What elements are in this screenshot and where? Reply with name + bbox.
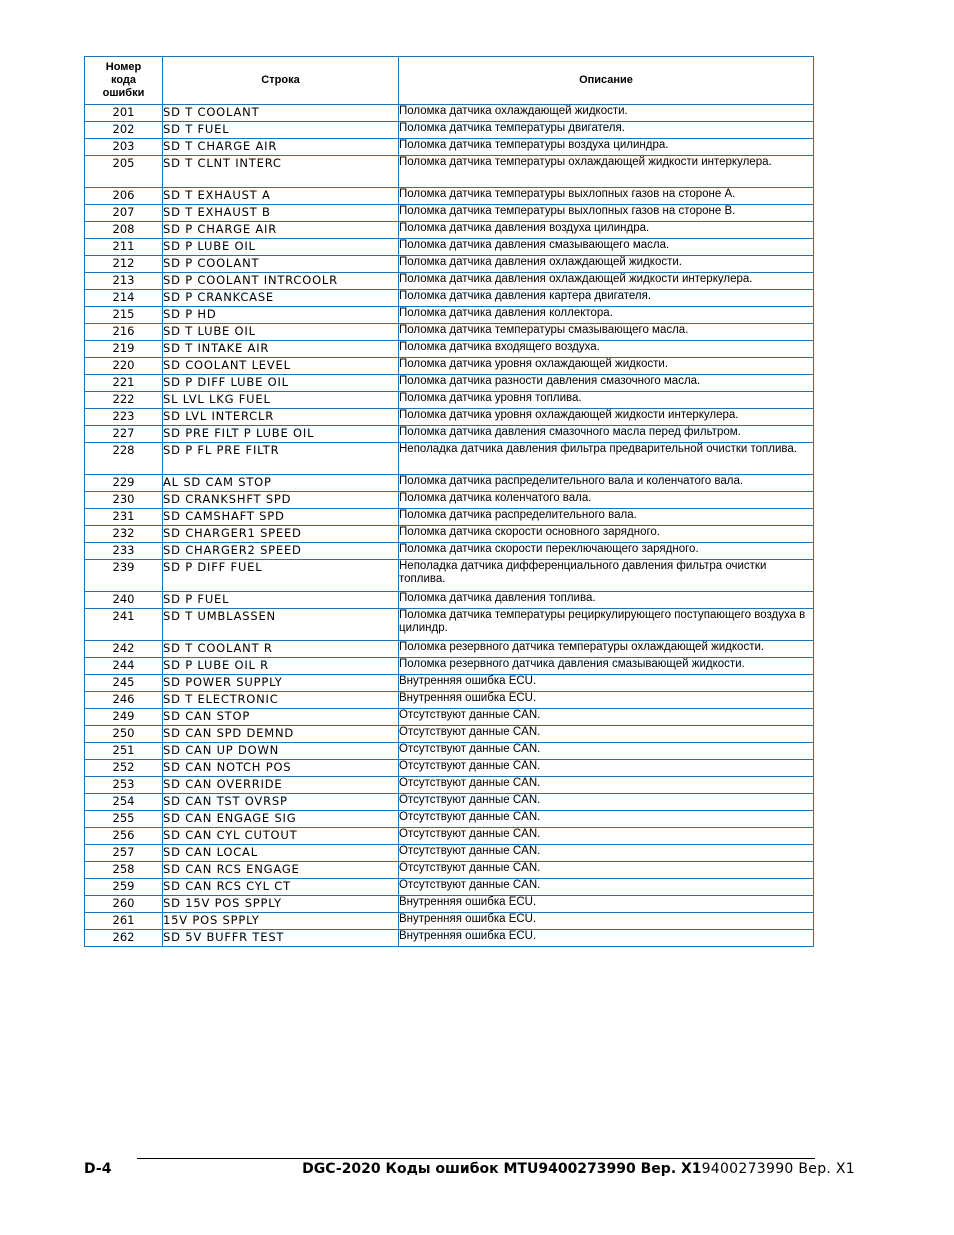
page-number: D-4 [84,1161,112,1177]
description-cell: Отсутствуют данные CAN. [399,879,814,896]
description-cell: Поломка датчика температуры охлаждающей жидкости интеркулера. [399,156,814,188]
table-row [85,709,814,726]
table-row [85,492,814,509]
string-cell: SD T COOLANT R [163,641,399,658]
description-cell: Внутренняя ошибка ECU. [399,896,814,913]
description-cell: Поломка датчика коленчатого вала. [399,492,814,509]
header-string: Строка [163,57,399,105]
code-cell: 206 [85,188,163,205]
code-cell: 216 [85,324,163,341]
string-cell: AL SD CAM STOP [163,475,399,492]
table-row [85,526,814,543]
code-cell: 201 [85,105,163,122]
table-header-row [85,57,814,105]
code-cell: 205 [85,156,163,188]
description-cell: Поломка датчика распределительного вала и коленчатого вала. [399,475,814,492]
table-row [85,475,814,492]
description-cell: Отсутствуют данные CAN. [399,760,814,777]
table-row [85,777,814,794]
table-row [85,560,814,592]
code-cell: 260 [85,896,163,913]
description-cell: Поломка датчика давления топлива. [399,592,814,609]
string-cell: SD T CLNT INTERC [163,156,399,188]
string-cell: SD T CHARGE AIR [163,139,399,156]
description-cell: Поломка датчика давления смазывающего масла. [399,239,814,256]
table-row [85,658,814,675]
table-row [85,222,814,239]
table-row [85,760,814,777]
string-cell: SD T INTAKE AIR [163,341,399,358]
description-cell: Отсутствуют данные CAN. [399,811,814,828]
header-description: Описание [399,57,814,105]
table-row [85,641,814,658]
code-cell: 228 [85,443,163,475]
description-cell: Внутренняя ошибка ECU. [399,692,814,709]
code-cell: 256 [85,828,163,845]
description-cell: Поломка датчика разности давления смазочного масла. [399,375,814,392]
table-row [85,307,814,324]
code-cell: 252 [85,760,163,777]
description-cell: Поломка датчика температуры выхлопных газов на стороне A. [399,188,814,205]
description-cell: Неполадка датчика дифференциального давления фильтра очистки топлива. [399,560,814,592]
table-row [85,862,814,879]
code-cell: 215 [85,307,163,324]
string-cell: SD P COOLANT INTRCOOLR [163,273,399,290]
code-cell: 208 [85,222,163,239]
description-cell: Отсутствуют данные CAN. [399,709,814,726]
code-cell: 246 [85,692,163,709]
code-cell: 233 [85,543,163,560]
code-cell: 222 [85,392,163,409]
table-row [85,205,814,222]
string-cell: SD T EXHAUST B [163,205,399,222]
code-cell: 231 [85,509,163,526]
code-cell: 239 [85,560,163,592]
description-cell: Отсутствуют данные CAN. [399,794,814,811]
string-cell: SD CAN NOTCH POS [163,760,399,777]
description-cell: Поломка датчика температуры двигателя. [399,122,814,139]
code-cell: 214 [85,290,163,307]
string-cell: SD 15V POS SPPLY [163,896,399,913]
table-row [85,743,814,760]
description-cell: Поломка датчика скорости переключающего зарядного. [399,543,814,560]
string-cell: SD P CRANKCASE [163,290,399,307]
description-cell: Поломка датчика температуры выхлопных газов на стороне B. [399,205,814,222]
description-cell: Поломка датчика уровня топлива. [399,392,814,409]
code-cell: 212 [85,256,163,273]
description-cell: Поломка датчика давления охлаждающей жидкости. [399,256,814,273]
table-row [85,592,814,609]
table-body [85,105,814,947]
string-cell: SD P FL PRE FILTR [163,443,399,475]
description-cell: Отсутствуют данные CAN. [399,828,814,845]
string-cell: SD P COOLANT [163,256,399,273]
table-row [85,392,814,409]
code-cell: 261 [85,913,163,930]
code-cell: 250 [85,726,163,743]
string-cell: SD CAN RCS CYL CT [163,879,399,896]
description-cell: Отсутствуют данные CAN. [399,845,814,862]
table-row [85,692,814,709]
description-cell: Поломка датчика давления картера двигателя. [399,290,814,307]
string-cell: SD T ELECTRONIC [163,692,399,709]
string-cell: SD COOLANT LEVEL [163,358,399,375]
table-row [85,811,814,828]
string-cell: SD LVL INTERCLR [163,409,399,426]
table-row [85,358,814,375]
table-row [85,896,814,913]
description-cell: Поломка датчика температуры воздуха цилиндра. [399,139,814,156]
code-cell: 207 [85,205,163,222]
table-row [85,375,814,392]
description-cell: Поломка датчика входящего воздуха. [399,341,814,358]
string-cell: SD CAN OVERRIDE [163,777,399,794]
code-cell: 244 [85,658,163,675]
string-cell: SL LVL LKG FUEL [163,392,399,409]
table-row [85,509,814,526]
table-row [85,273,814,290]
string-cell: SD CAN SPD DEMND [163,726,399,743]
string-cell: SD T FUEL [163,122,399,139]
table-row [85,930,814,947]
code-cell: 223 [85,409,163,426]
description-cell: Отсутствуют данные CAN. [399,862,814,879]
string-cell: SD CAN STOP [163,709,399,726]
description-cell: Поломка резервного датчика температуры охлаждающей жидкости. [399,641,814,658]
string-cell: SD P CHARGE AIR [163,222,399,239]
header-code: Номер кода ошибки [85,57,163,105]
table-row [85,239,814,256]
string-cell: SD PRE FILT P LUBE OIL [163,426,399,443]
code-cell: 230 [85,492,163,509]
table-row [85,609,814,641]
string-cell: SD CAN ENGAGE SIG [163,811,399,828]
table-row [85,913,814,930]
table-row [85,443,814,475]
code-cell: 203 [85,139,163,156]
description-cell: Поломка датчика давления смазочного масла перед фильтром. [399,426,814,443]
description-cell: Поломка датчика уровня охлаждающей жидкости. [399,358,814,375]
code-cell: 251 [85,743,163,760]
string-cell: SD CRANKSHFT SPD [163,492,399,509]
table-row [85,290,814,307]
description-cell: Поломка датчика скорости основного зарядного. [399,526,814,543]
code-cell: 245 [85,675,163,692]
table-row [85,794,814,811]
string-cell: SD T COOLANT [163,105,399,122]
document-revision: 9400273990 Вер. X1 [701,1161,855,1177]
code-cell: 221 [85,375,163,392]
footer-rule [137,1158,815,1159]
table-row [85,879,814,896]
code-cell: 249 [85,709,163,726]
code-cell: 211 [85,239,163,256]
code-cell: 229 [85,475,163,492]
string-cell: SD 5V BUFFR TEST [163,930,399,947]
table-row [85,409,814,426]
error-codes-table [84,56,814,947]
string-cell: SD P LUBE OIL R [163,658,399,675]
table-row [85,122,814,139]
string-cell: SD P DIFF FUEL [163,560,399,592]
description-cell: Поломка датчика охлаждающей жидкости. [399,105,814,122]
code-cell: 227 [85,426,163,443]
table-row [85,156,814,188]
table-row [85,341,814,358]
description-cell: Отсутствуют данные CAN. [399,777,814,794]
string-cell: SD CAN CYL CUTOUT [163,828,399,845]
string-cell: SD POWER SUPPLY [163,675,399,692]
string-cell: SD CAN LOCAL [163,845,399,862]
description-cell: Внутренняя ошибка ECU. [399,675,814,692]
code-cell: 253 [85,777,163,794]
description-cell: Поломка резервного датчика давления смазывающей жидкости. [399,658,814,675]
description-cell: Поломка датчика температуры рециркулирующего поступающего воздуха в цилиндр. [399,609,814,641]
code-cell: 259 [85,879,163,896]
description-cell: Неполадка датчика давления фильтра предварительной очистки топлива. [399,443,814,475]
table-row [85,139,814,156]
string-cell: SD CAN UP DOWN [163,743,399,760]
table-row [85,828,814,845]
table-row [85,105,814,122]
string-cell: SD CAN TST OVRSP [163,794,399,811]
description-cell: Внутренняя ошибка ECU. [399,913,814,930]
description-cell: Поломка датчика распределительного вала. [399,509,814,526]
table-row [85,256,814,273]
code-cell: 213 [85,273,163,290]
string-cell: 15V POS SPPLY [163,913,399,930]
string-cell: SD CAN RCS ENGAGE [163,862,399,879]
table-row [85,324,814,341]
code-cell: 219 [85,341,163,358]
code-cell: 262 [85,930,163,947]
string-cell: SD P HD [163,307,399,324]
string-cell: SD T UMBLASSEN [163,609,399,641]
string-cell: SD CHARGER1 SPEED [163,526,399,543]
code-cell: 220 [85,358,163,375]
table-row [85,543,814,560]
document-title-bold: DGC-2020 Коды ошибок MTU9400273990 Вер. X1 [302,1161,702,1177]
string-cell: SD CHARGER2 SPEED [163,543,399,560]
code-cell: 257 [85,845,163,862]
string-cell: SD CAMSHAFT SPD [163,509,399,526]
description-cell: Поломка датчика температуры смазывающего масла. [399,324,814,341]
description-cell: Отсутствуют данные CAN. [399,743,814,760]
code-cell: 254 [85,794,163,811]
code-cell: 232 [85,526,163,543]
table-row [85,426,814,443]
string-cell: SD P FUEL [163,592,399,609]
code-cell: 240 [85,592,163,609]
description-cell: Поломка датчика уровня охлаждающей жидкости интеркулера. [399,409,814,426]
code-cell: 258 [85,862,163,879]
description-cell: Поломка датчика давления воздуха цилиндра. [399,222,814,239]
description-cell: Отсутствуют данные CAN. [399,726,814,743]
string-cell: SD T LUBE OIL [163,324,399,341]
code-cell: 255 [85,811,163,828]
table-row [85,675,814,692]
table-row [85,188,814,205]
string-cell: SD T EXHAUST A [163,188,399,205]
table-row [85,726,814,743]
description-cell: Поломка датчика давления охлаждающей жидкости интеркулера. [399,273,814,290]
code-cell: 202 [85,122,163,139]
string-cell: SD P LUBE OIL [163,239,399,256]
code-cell: 242 [85,641,163,658]
description-cell: Поломка датчика давления коллектора. [399,307,814,324]
code-cell: 241 [85,609,163,641]
table-row [85,845,814,862]
description-cell: Внутренняя ошибка ECU. [399,930,814,947]
string-cell: SD P DIFF LUBE OIL [163,375,399,392]
document-title [302,1161,855,1177]
